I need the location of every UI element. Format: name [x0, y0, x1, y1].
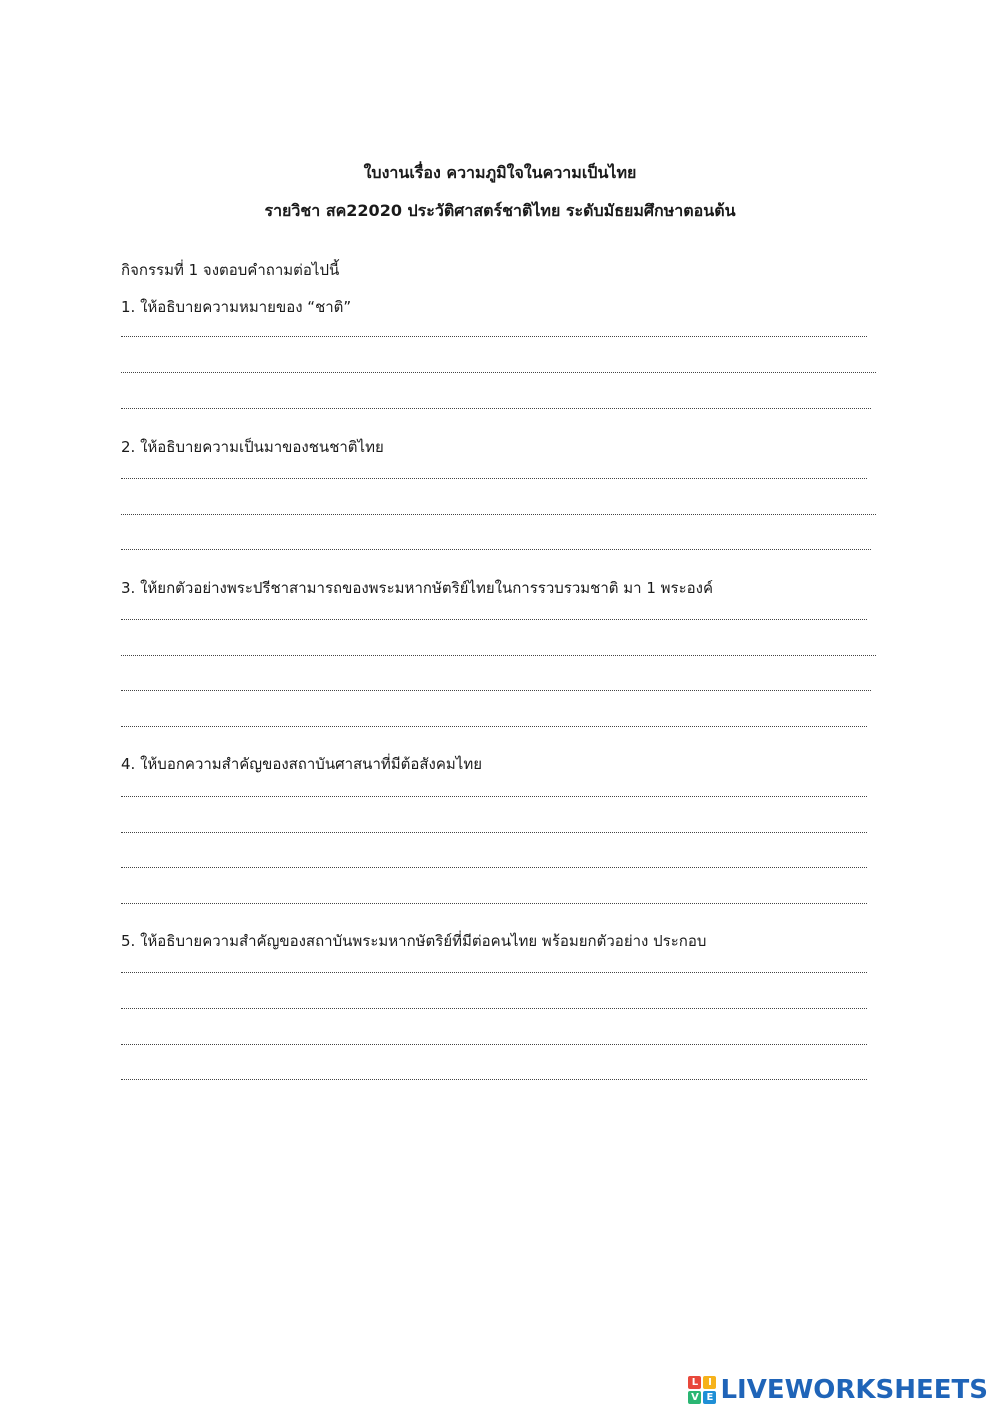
liveworksheets-brand	[688, 1372, 988, 1408]
answer-line[interactable]	[121, 514, 876, 515]
answer-line[interactable]	[121, 372, 876, 373]
question-5: 5. ให้อธิบายความสำคัญของสถาบันพระมหากษัตริย์ที่มีต่อคนไทย พร้อมยกตัวอย่าง ประกอบ	[121, 932, 707, 950]
answer-line[interactable]	[121, 796, 867, 797]
answer-line[interactable]	[121, 478, 867, 479]
answer-line[interactable]	[121, 972, 867, 973]
answer-line[interactable]	[121, 690, 871, 691]
logo-cell: L	[688, 1376, 701, 1389]
logo-cell: V	[688, 1391, 701, 1404]
answer-line[interactable]	[121, 903, 867, 904]
worksheet-title: ใบงานเรื่อง ความภูมิใจในความเป็นไทย	[363, 163, 637, 182]
answer-line[interactable]	[121, 867, 867, 868]
answer-line[interactable]	[121, 1044, 867, 1045]
answer-line[interactable]	[121, 1079, 867, 1080]
activity-instruction: กิจกรรมที่ 1 จงตอบคำถามต่อไปนี้	[121, 261, 340, 279]
brand-name: LIVEWORKSHEETS	[720, 1375, 988, 1405]
answer-line[interactable]	[121, 619, 867, 620]
answer-line[interactable]	[121, 1008, 867, 1009]
answer-line[interactable]	[121, 832, 867, 833]
liveworksheets-logo-icon	[688, 1376, 716, 1404]
answer-line[interactable]	[121, 655, 876, 656]
answer-line[interactable]	[121, 408, 871, 409]
question-4: 4. ให้บอกความสำคัญของสถาบันศาสนาที่มีต้อสังคมไทย	[121, 755, 483, 773]
worksheet-subtitle: รายวิชา สค22020 ประวัติศาสตร์ชาติไทย ระดับมัธยมศึกษาตอนต้น	[264, 201, 736, 220]
question-2: 2. ให้อธิบายความเป็นมาของชนชาติไทย	[121, 438, 384, 456]
question-1: 1. ให้อธิบายความหมายของ “ชาติ”	[121, 298, 352, 316]
answer-line[interactable]	[121, 726, 867, 727]
logo-cell: E	[703, 1391, 716, 1404]
answer-line[interactable]	[121, 549, 871, 550]
answer-line[interactable]	[121, 336, 867, 337]
question-3: 3. ให้ยกตัวอย่างพระปรีชาสามารถของพระมหากษัตริย์ไทยในการรวบรวมชาติ มา 1 พระองค์	[121, 579, 714, 597]
logo-cell: I	[703, 1376, 716, 1389]
